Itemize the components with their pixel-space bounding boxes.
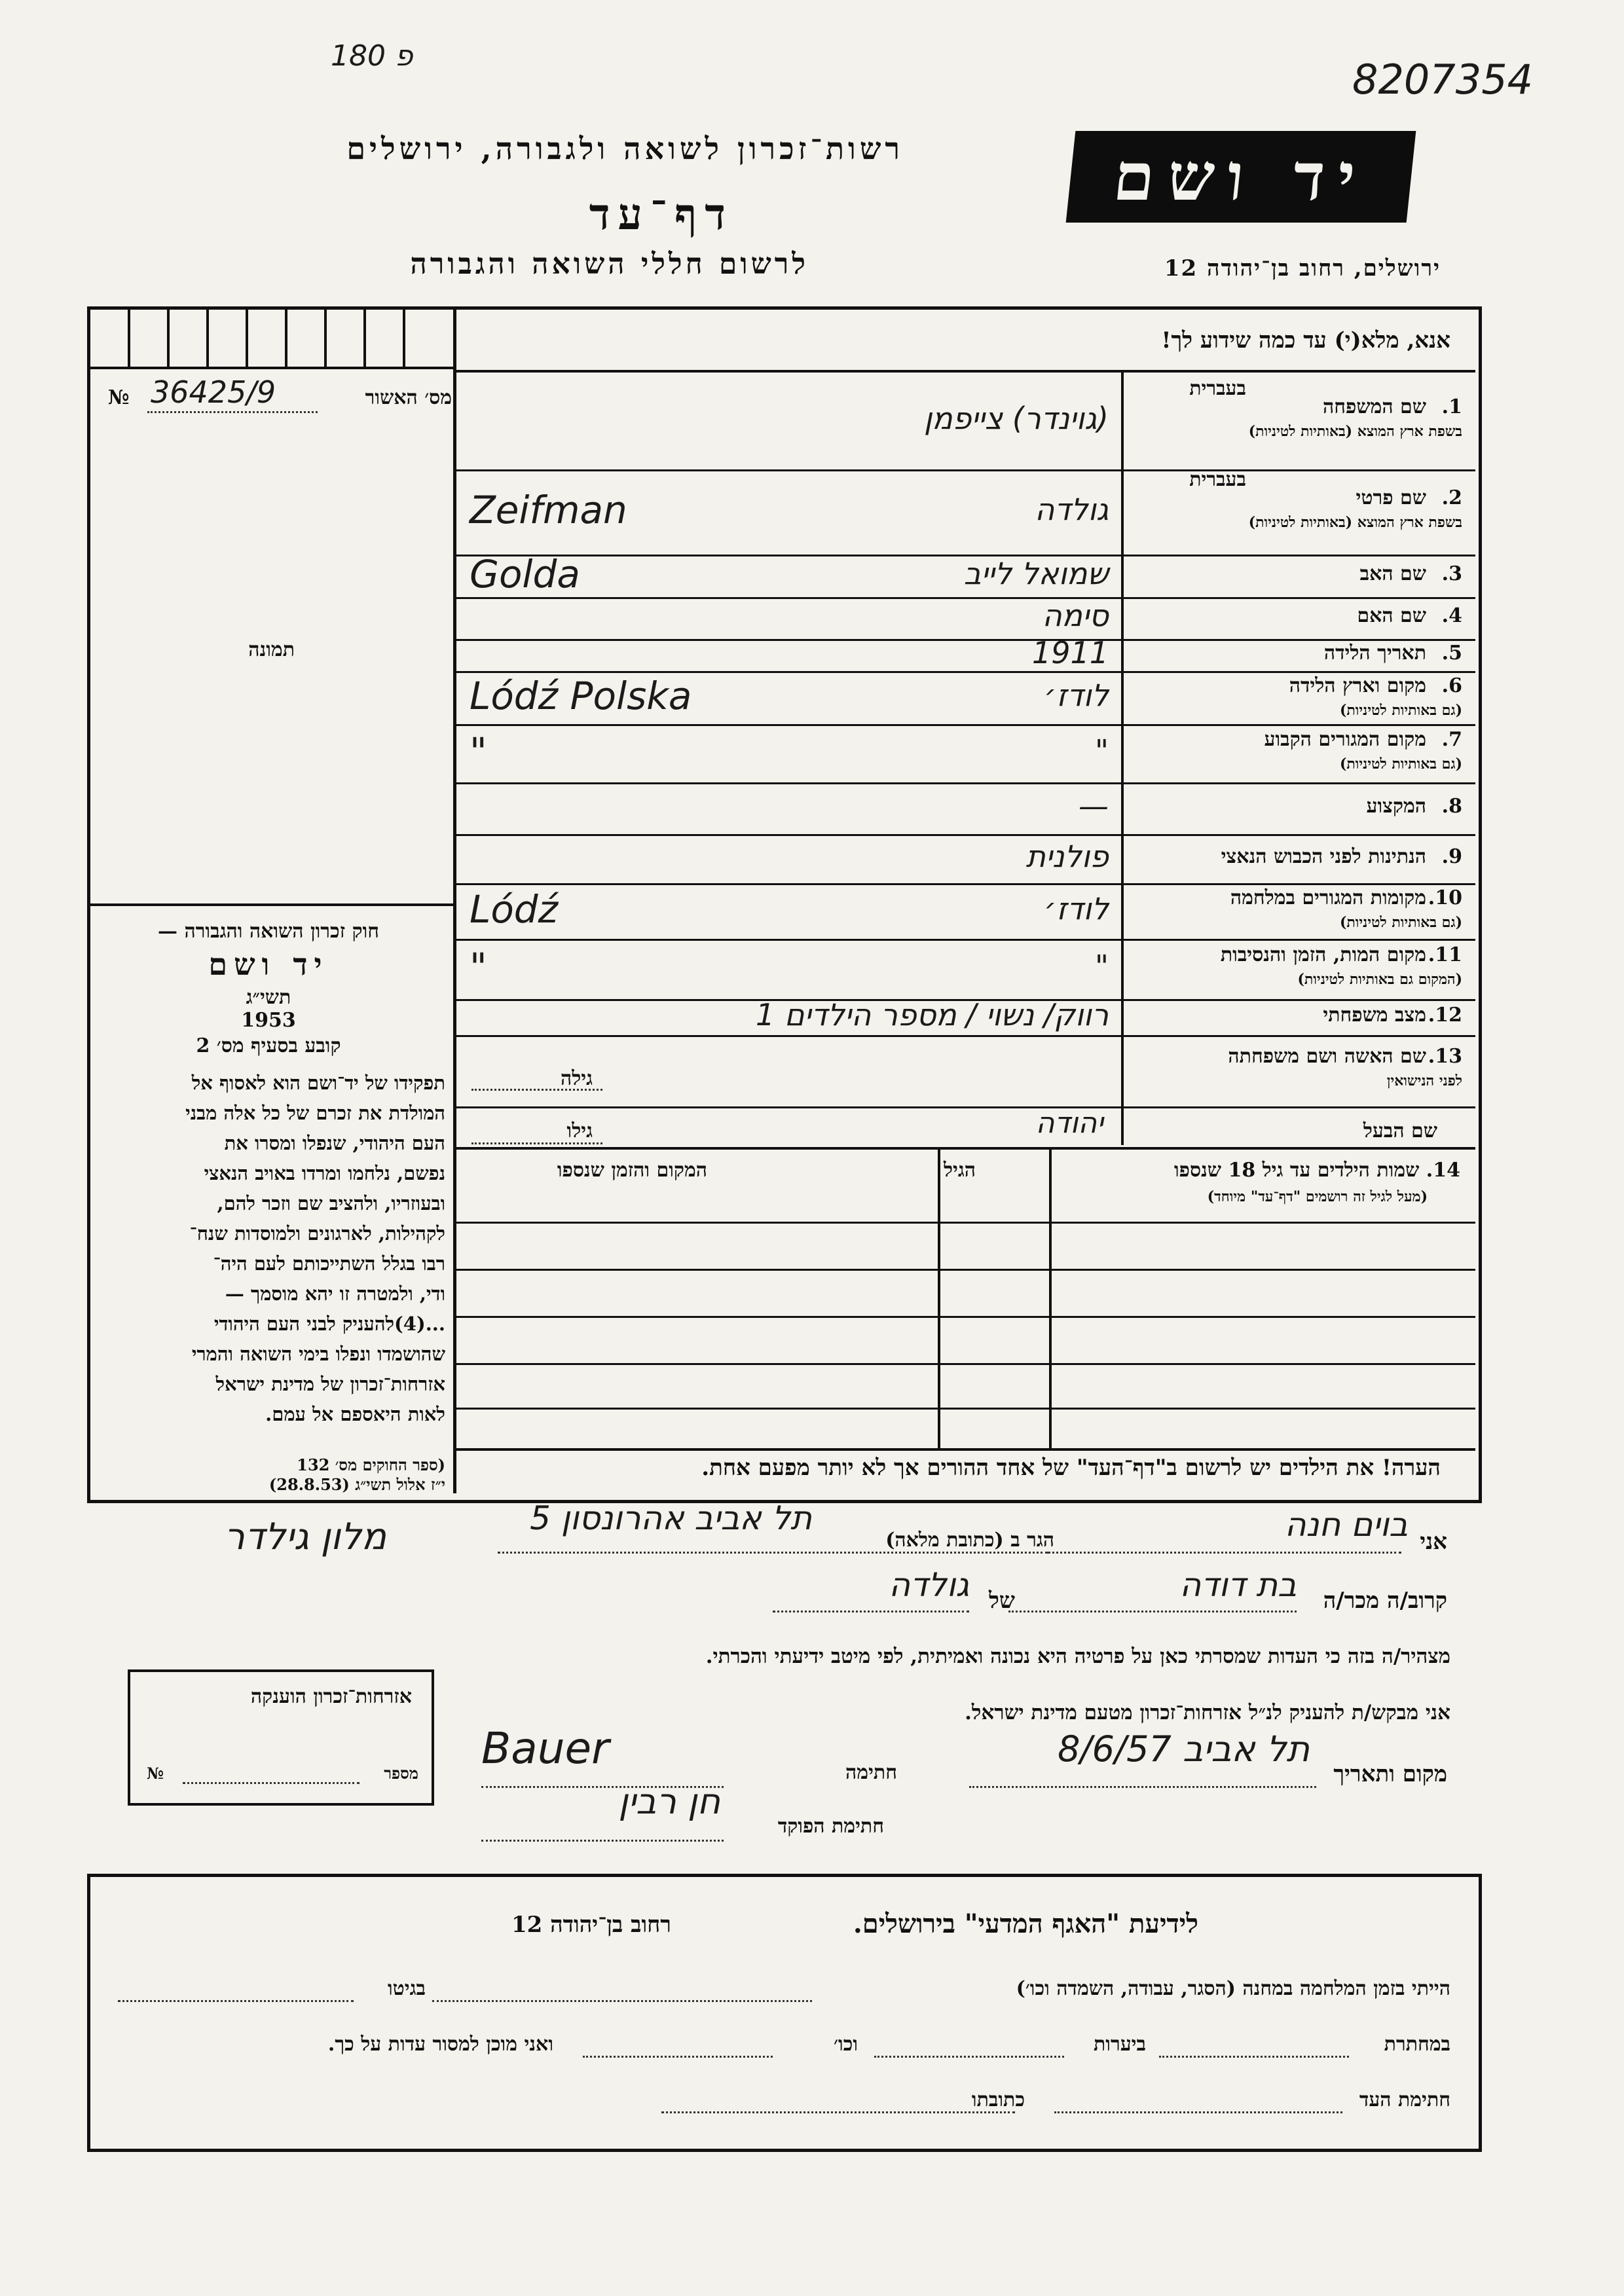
children-place-header: המקום והזמן שנספו: [557, 1159, 707, 1182]
field-value-hebrew: רווק/ נשוי / מספר הילדים 1: [755, 996, 1109, 1032]
bottom-line2-c: וכו׳: [834, 2033, 858, 2056]
field-lang-label: בעברית: [1189, 468, 1246, 491]
approval-no-sign: №: [108, 386, 130, 409]
field-label: הנתינות לפני הכבוש הנאצי: [1221, 845, 1426, 868]
bottom-line2-a: במחתרת: [1384, 2033, 1450, 2056]
field-label: שם האב: [1359, 562, 1426, 585]
field-sublabel: לפני הנישואין: [1386, 1072, 1462, 1089]
field-value-hebrew: סימה: [1042, 598, 1109, 633]
field-number: 7.: [1441, 727, 1462, 751]
field-label: מקום וארץ הלידה: [1289, 674, 1426, 697]
field-row: [456, 1036, 1475, 1106]
field-value-hebrew: (גוינדר) צייפמן: [923, 400, 1109, 436]
field-label: שם המשפחה: [1322, 395, 1426, 418]
law-name: יד ושם: [208, 947, 329, 982]
law-source-date: י״ז אלול תשי״ג (28.8.53): [268, 1475, 445, 1494]
field-row: [456, 470, 1475, 555]
field-value-hebrew: —: [1079, 788, 1109, 824]
field-value-hebrew: לודז׳: [1044, 890, 1109, 926]
law-body: [92, 1068, 445, 1429]
officer-signature-value: חן רבין: [618, 1781, 720, 1822]
corner-note-right: 8207354: [1352, 56, 1534, 103]
field-label: שם האשה ושם משפחתה: [1228, 1045, 1426, 1068]
field-number: 5.: [1441, 641, 1462, 665]
yad-vashem-logo: יד ושם: [1066, 131, 1416, 223]
law-body-line: אזרחות־זכרון של מדינת ישראל: [215, 1373, 445, 1395]
field-number: 11.: [1428, 943, 1462, 966]
citizenship-no-sign: №: [147, 1764, 164, 1783]
husband-age-label: גילו: [566, 1120, 593, 1142]
intro-text: אנא, מלא(י) עד כמה שידוע לך!: [1161, 327, 1450, 354]
law-clause: קובע בסעיף מס׳ 2: [196, 1034, 341, 1057]
field-row: [456, 373, 1475, 470]
of-label: של: [989, 1588, 1015, 1614]
field-label: מקומות המגורים במלחמה: [1230, 886, 1426, 909]
field-row: [456, 835, 1475, 884]
declarant-prefix: אני: [1420, 1529, 1447, 1555]
signature-value: Bauer: [481, 1723, 610, 1774]
field-number: 6.: [1441, 674, 1462, 697]
citizenship-title: אזרחות־זכרון הוענקה: [250, 1685, 412, 1708]
field-number: 10.: [1428, 886, 1462, 909]
field-value-hebrew: לודז׳: [1044, 677, 1109, 713]
field-sublabel: (המקום גם באותיות לטיניות): [1297, 971, 1462, 988]
field-value-hebrew: ": [1094, 733, 1109, 769]
field-value-hebrew: פולנית: [1025, 838, 1109, 874]
bottom-line1-b: בגיטו: [387, 1977, 426, 2000]
field-sublabel: בשפת ארץ המוצא (באותיות לטיניות): [1248, 514, 1462, 531]
field-value-latin: Golda: [470, 551, 580, 596]
corner-note-left: פ 180: [331, 39, 413, 73]
form-title: דף־עד: [589, 189, 733, 240]
bottom-line3-b: כתובתו: [971, 2088, 1025, 2111]
law-body-line: שהושמדו ונפלו בימי השואה והמרי: [191, 1343, 445, 1365]
field-label: מצב משפחתי: [1323, 1003, 1426, 1027]
field-row: [456, 672, 1475, 725]
header-address: ירושלים, רחוב בן־יהודה 12: [1164, 255, 1441, 282]
field-lang-label: בעברית: [1189, 376, 1246, 400]
law-body-line: העם היהודי, שנפלו ומסרו את: [224, 1132, 445, 1154]
field-number: 2.: [1441, 486, 1462, 509]
field-label: מקום המגורים הקבוע: [1264, 727, 1426, 751]
law-body-line: לקהילות, לארגונים ולמוסדות שנח־: [189, 1222, 445, 1245]
resident-value: תל אביב אהרונסון 5: [530, 1499, 812, 1537]
bottom-frame: [87, 1874, 1482, 2152]
relation-value: בת דודה: [1179, 1566, 1297, 1604]
husband-label: שם הבעל: [1363, 1120, 1437, 1142]
field-row: [456, 551, 1475, 598]
signature-label: חתימה: [845, 1761, 897, 1784]
wife-age-label: גילה: [560, 1067, 593, 1090]
authority-title: רשות־זכרון לשואה ולגבורה, ירושלים: [346, 131, 904, 166]
field-value-hebrew: 1911: [1031, 634, 1109, 670]
field-value-latin: Lódź: [470, 886, 559, 932]
children-age-header: הגיל: [943, 1159, 976, 1182]
law-body-line: נפשם, נלחמו ומרדו באויב הנאצי: [204, 1162, 445, 1184]
field-label: המקצוע: [1366, 794, 1426, 818]
field-number: 13.: [1428, 1045, 1462, 1068]
of-value: גולדה: [889, 1566, 969, 1604]
bottom-line2-b: ביערות: [1093, 2033, 1146, 2056]
field-value-hebrew: ": [1094, 949, 1109, 984]
margin-note: מלון גילדר: [224, 1516, 386, 1558]
field-row: [456, 783, 1475, 835]
law-body-line: המולדת את זכרם של כל אלה מבני: [185, 1102, 445, 1124]
field-number: 4.: [1441, 604, 1462, 627]
law-body-line: ודי, ולמטרה זו יהא מוסמך —: [225, 1283, 445, 1305]
field-value-hebrew: גולדה: [1035, 492, 1109, 527]
children-label: 14. שמות הילדים עד גיל 18 שנספו: [1173, 1159, 1460, 1182]
field-label: מקום המות, הזמן והנסיבות: [1220, 943, 1426, 966]
field-sublabel: בשפת ארץ המוצא (באותיות לטיניות): [1248, 422, 1462, 440]
relation-label: קרוב/ה מכר/ה: [1323, 1588, 1447, 1614]
field-label: תאריך הלידה: [1323, 641, 1426, 665]
law-source: (ספר החוקים מס׳ 132: [297, 1455, 445, 1474]
law-body-line: ...(4)להעניק לבני העם היהודי: [213, 1313, 445, 1335]
bottom-heading-address: רחוב בן־יהודה 12: [511, 1912, 671, 1938]
declarant-name: בוים חנה: [1284, 1506, 1408, 1544]
citizenship-number-label: מספר: [384, 1764, 418, 1783]
field-row: [456, 939, 1475, 1000]
field-value-latin: Lódź Polska: [470, 673, 692, 718]
children-note: הערה! את הילדים יש לרשום ב"דף־העד" של אחד ההורים אך לא יותר מפעם אחת.: [701, 1455, 1441, 1481]
law-sidebar: [92, 920, 445, 1495]
statement-1: מצהיר/ה בזה כי העדות שמסרתי כאן על פרטיה היא נכונה ואמיתית, לפי מיטב ידיעתי והכרתי.: [705, 1645, 1450, 1668]
law-body-line: לאות היאספם אל עמם.: [265, 1403, 445, 1425]
field-value-latin: ": [470, 945, 487, 989]
approval-label: מס׳ האשור: [365, 386, 452, 409]
law-body-line: רבו בגלל השתייכותם לעם היה־: [213, 1252, 445, 1275]
bottom-line2-d: ואני מוכן למסור עדות על כך.: [327, 2033, 553, 2056]
field-sublabel: (גם באותיות לטיניות): [1339, 702, 1462, 719]
law-year: 1953: [241, 1009, 296, 1032]
photo-area-bottom: [90, 903, 453, 906]
bottom-line1-a: הייתי בזמן המלחמה במחנה (הסגר, עבודה, השמדה וכו׳): [1016, 1977, 1450, 2000]
citizenship-box: [128, 1669, 434, 1806]
law-body-line: ובעוזריו, ולהציב שם וזכר להם,: [217, 1192, 445, 1214]
husband-value: יהודה: [1035, 1106, 1103, 1140]
field-label: שם פרטי: [1356, 486, 1426, 509]
law-year-he: תשי״ג: [246, 986, 291, 1009]
place-date-value: תל אביב 8/6/57: [1058, 1728, 1310, 1770]
field-number: 12.: [1428, 1003, 1462, 1027]
children-sub: (מעל לגיל זה רושמים "דף־עד" מיוחד): [1207, 1188, 1428, 1205]
field-value-latin: ": [470, 729, 487, 774]
place-date-label: מקום ותאריך: [1333, 1761, 1447, 1787]
approval-number: 36425/9: [151, 374, 276, 410]
field-row: [456, 634, 1475, 672]
photo-label: תמונה: [248, 638, 295, 661]
field-row: [456, 598, 1475, 640]
field-value-latin: Zeifman: [470, 488, 627, 532]
field-number: 3.: [1441, 562, 1462, 585]
bottom-heading: לידיעת "האגף המדעי" בירושלים.: [853, 1908, 1198, 1939]
field-label: שם האם: [1357, 604, 1426, 627]
field-number: 9.: [1441, 845, 1462, 868]
field-sublabel: (גם באותיות לטיניות): [1339, 914, 1462, 931]
resident-label: הגר ב (כתובת מלאה): [885, 1529, 1054, 1552]
officer-signature-label: חתימת הפוקד: [777, 1815, 884, 1838]
bottom-line3-a: חתימת העד: [1359, 2088, 1450, 2111]
field-row: [456, 996, 1475, 1036]
field-number: 1.: [1441, 395, 1462, 418]
statement-2: אני מבקש/ת להעניק לנ״ל אזרחות־זכרון מטעם מדינת ישראל.: [965, 1701, 1450, 1724]
field-row: [456, 725, 1475, 783]
law-body-line: תפקידו של יד־ושם הוא לאסוף אל: [191, 1072, 445, 1094]
form-subtitle: לרשום חללי השואה והגבורה: [410, 247, 809, 281]
law-title: חוק זכרון השואה והגבורה —: [158, 920, 379, 943]
field-value-hebrew: שמואל לייב: [963, 555, 1109, 591]
field-number: 8.: [1441, 794, 1462, 818]
field-sublabel: (גם באותיות לטיניות): [1339, 755, 1462, 773]
field-row: [456, 884, 1475, 939]
